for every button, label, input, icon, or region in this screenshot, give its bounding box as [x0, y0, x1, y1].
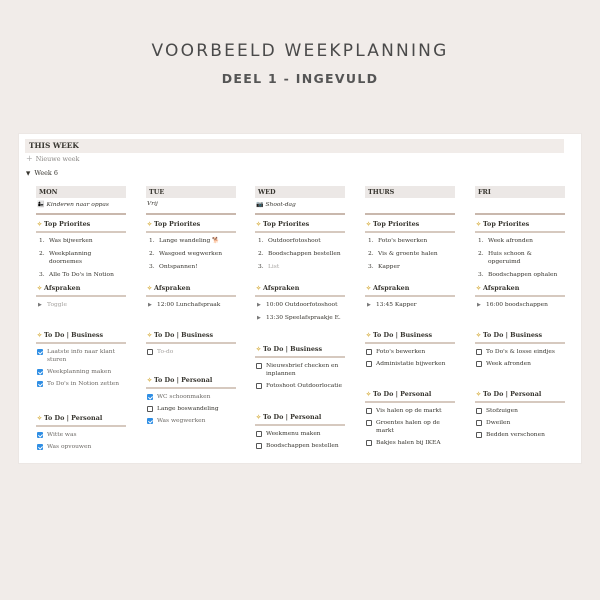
section-title-label: Top Priorites [154, 220, 201, 228]
priority-item[interactable] [146, 250, 236, 258]
sparkle-icon: ✧ [366, 221, 372, 228]
checkbox-icon[interactable] [476, 361, 482, 367]
day-column-thurs [365, 186, 455, 463]
section-title-label: To Do | Personal [44, 414, 103, 422]
appointment-text: 13:30 Speelafspraakje E. [266, 315, 341, 321]
day-column-fri [475, 186, 565, 463]
checked-checkbox-icon[interactable] [147, 418, 153, 424]
section-title-label: To Do | Business [44, 331, 104, 339]
todo-text: Bakjes halen bij IKEA [376, 440, 441, 446]
new-week-label: Nieuwe week [35, 155, 80, 163]
section-business [146, 331, 236, 360]
day-note-text: Kinderen naar oppas [46, 202, 109, 208]
section-title [475, 220, 565, 229]
checked-checkbox-icon[interactable] [37, 349, 43, 355]
note-emoji-icon: 📷 [256, 201, 264, 208]
section-divider [255, 424, 345, 426]
priority-text: List [268, 264, 280, 270]
day-column-wed [255, 186, 345, 463]
priority-item[interactable] [365, 237, 455, 245]
list-number: 3. [478, 272, 484, 278]
priority-item[interactable] [36, 250, 126, 266]
todo-item [475, 419, 565, 427]
day-note [36, 198, 126, 210]
priority-item[interactable] [475, 271, 565, 279]
list-number: 3. [258, 264, 264, 270]
toggle-arrow-icon[interactable]: ▶ [477, 302, 481, 308]
appointment-item[interactable] [255, 301, 345, 309]
page-title: VOORBEELD WEEKPLANNING [151, 41, 449, 61]
day-divider [146, 213, 236, 215]
todo-text: Weekplanning maken [47, 369, 112, 375]
checked-checkbox-icon[interactable] [37, 381, 43, 387]
todo-item [255, 442, 345, 450]
day-header[interactable]: TUE [146, 186, 236, 198]
notion-board [19, 134, 581, 463]
section-divider [255, 295, 345, 297]
sparkle-icon: ✧ [147, 285, 153, 292]
priority-text: Huis schoon & opgeruimd [488, 251, 532, 265]
priority-item[interactable] [475, 237, 565, 245]
week-group-toggle[interactable] [26, 168, 58, 179]
appointment-item[interactable] [365, 301, 455, 309]
section-title [475, 390, 565, 399]
todo-text: Fotoshoot Outdoorlocatie [266, 383, 343, 389]
section-divider [36, 295, 126, 297]
section-priorities [146, 220, 236, 276]
todo-text: Boodschappen bestellen [266, 443, 339, 449]
priority-text: Ontspannen! [159, 264, 198, 270]
day-note [475, 198, 565, 210]
section-title [255, 284, 345, 293]
new-week-button[interactable] [26, 154, 79, 164]
todo-item [255, 382, 345, 390]
priority-item[interactable] [36, 271, 126, 279]
note-emoji-icon: 👩‍👧 [37, 201, 45, 208]
section-title [475, 284, 565, 293]
list-number: 2. [149, 251, 155, 257]
todo-item [146, 405, 236, 413]
priority-text: Foto's bewerken [378, 238, 428, 244]
checkbox-icon[interactable] [476, 408, 482, 414]
section-title [365, 331, 455, 340]
priority-text: Was bijwerken [49, 238, 93, 244]
todo-item [365, 439, 455, 447]
todo-item [255, 430, 345, 438]
todo-text: Was wegwerken [157, 418, 206, 424]
sparkle-icon: ✧ [37, 415, 43, 422]
checkbox-icon[interactable] [476, 349, 482, 355]
todo-item [146, 393, 236, 401]
section-personal [365, 390, 455, 451]
checkbox-icon[interactable] [256, 383, 262, 389]
day-divider [255, 213, 345, 215]
priority-text: Boodschappen bestellen [268, 251, 341, 257]
section-divider [146, 231, 236, 233]
sparkle-icon: ✧ [366, 391, 372, 398]
list-number: 3. [368, 264, 374, 270]
checkbox-icon[interactable] [366, 440, 372, 446]
day-header[interactable]: THURS [365, 186, 455, 198]
priority-item[interactable] [365, 263, 455, 271]
section-personal [475, 390, 565, 443]
section-divider [365, 231, 455, 233]
list-number: 2. [368, 251, 374, 257]
todo-item [36, 348, 126, 364]
priority-text: Weekplanning doornemes [49, 251, 92, 265]
todo-text: Week afronden [486, 361, 531, 367]
sparkle-icon: ✧ [37, 332, 43, 339]
toggle-arrow-icon[interactable]: ▶ [257, 302, 261, 308]
section-title-label: To Do | Business [154, 331, 214, 339]
section-title-label: To Do | Personal [154, 376, 213, 384]
section-title [255, 413, 345, 422]
priority-item[interactable] [255, 237, 345, 245]
todo-text: Groentes halen op de markt [376, 420, 440, 434]
section-title-label: Top Priorites [483, 220, 530, 228]
todo-text: Bedden verschonen [486, 432, 545, 438]
todo-text: Stofzuigen [486, 408, 518, 414]
todo-item [255, 362, 345, 378]
checked-checkbox-icon[interactable] [147, 394, 153, 400]
list-number: 1. [258, 238, 264, 244]
toggle-arrow-icon[interactable]: ▶ [38, 302, 42, 308]
section-title [365, 390, 455, 399]
section-divider [36, 425, 126, 427]
section-title [36, 284, 126, 293]
checked-checkbox-icon[interactable] [37, 432, 43, 438]
list-number: 3. [39, 272, 45, 278]
list-number: 2. [478, 251, 484, 257]
checkbox-icon[interactable] [366, 349, 372, 355]
section-priorities [475, 220, 565, 284]
priority-item[interactable] [475, 250, 565, 266]
section-title [36, 220, 126, 229]
list-number: 1. [39, 238, 45, 244]
sparkle-icon: ✧ [476, 332, 482, 339]
day-column-mon [36, 186, 126, 463]
priority-item[interactable] [255, 263, 345, 271]
section-divider [475, 295, 565, 297]
section-business [36, 331, 126, 392]
section-title-label: Afspraken [263, 284, 300, 292]
todo-text: Witte was [47, 432, 77, 438]
priority-text: Alle To Do's in Notion [49, 272, 114, 278]
section-divider [36, 342, 126, 344]
section-divider [255, 231, 345, 233]
section-title-label: Top Priorites [44, 220, 91, 228]
todo-item [475, 407, 565, 415]
toggle-arrow-icon[interactable]: ▶ [367, 302, 371, 308]
todo-item [365, 407, 455, 415]
sparkle-icon: ✧ [476, 391, 482, 398]
day-divider [475, 213, 565, 215]
section-divider [475, 231, 565, 233]
section-appointments [475, 284, 565, 314]
list-number: 3. [149, 264, 155, 270]
day-note-text: Shoot-dag [265, 202, 296, 208]
sparkle-icon: ✧ [366, 285, 372, 292]
view-title[interactable]: THIS WEEK [25, 139, 564, 153]
section-personal [36, 414, 126, 455]
list-number: 1. [478, 238, 484, 244]
checkbox-icon[interactable] [147, 349, 153, 355]
section-priorities [255, 220, 345, 276]
sparkle-icon: ✧ [147, 377, 153, 384]
section-title-label: To Do | Personal [263, 413, 322, 421]
week-group-label: Week 6 [34, 169, 58, 177]
todo-text: Nieuwsbrief checken en inplannen [266, 363, 339, 377]
section-title [146, 220, 236, 229]
appointment-text: 13:45 Kapper [376, 302, 417, 308]
checked-checkbox-icon[interactable] [37, 444, 43, 450]
priority-item[interactable] [365, 250, 455, 258]
section-title-label: Afspraken [154, 284, 191, 292]
appointment-text: 12:00 Lunchafspraak [157, 302, 221, 308]
priority-text: Outdoorfotoshoot [268, 238, 321, 244]
todo-text: To-do [157, 349, 174, 355]
appointment-text: 10:00 Outdoorfotoshoot [266, 302, 338, 308]
section-title-label: To Do | Personal [373, 390, 432, 398]
todo-item [36, 443, 126, 451]
priority-item[interactable] [146, 263, 236, 271]
checkbox-icon[interactable] [256, 363, 262, 369]
appointment-text: 16:00 boodschappen [486, 302, 548, 308]
todo-text: Weekmenu maken [266, 431, 321, 437]
section-divider [146, 295, 236, 297]
sparkle-icon: ✧ [37, 221, 43, 228]
checkbox-icon[interactable] [366, 408, 372, 414]
todo-item [365, 348, 455, 356]
section-business [365, 331, 455, 372]
section-title-label: To Do | Personal [483, 390, 542, 398]
todo-item [475, 360, 565, 368]
todo-item [146, 417, 236, 425]
toggle-arrow-icon[interactable]: ▶ [257, 315, 261, 321]
checkbox-icon[interactable] [366, 361, 372, 367]
section-divider [365, 401, 455, 403]
list-number: 1. [149, 238, 155, 244]
plus-icon: + [26, 154, 33, 163]
section-divider [365, 342, 455, 344]
todo-text: Dweilen [486, 420, 511, 426]
day-note [255, 198, 345, 210]
todo-item [475, 348, 565, 356]
checkbox-icon[interactable] [256, 431, 262, 437]
todo-text: Foto's bewerken [376, 349, 426, 355]
sparkle-icon: ✧ [256, 221, 262, 228]
section-divider [36, 231, 126, 233]
sparkle-icon: ✧ [256, 285, 262, 292]
section-divider [255, 356, 345, 358]
todo-text: Vis halen op de markt [376, 408, 442, 414]
list-number: 2. [39, 251, 45, 257]
day-note [365, 198, 455, 210]
priority-text: Boodschappen ophalen [488, 272, 558, 278]
section-appointments [36, 284, 126, 314]
todo-item [475, 431, 565, 439]
section-divider [475, 401, 565, 403]
sparkle-icon: ✧ [37, 285, 43, 292]
section-title-label: Top Priorites [263, 220, 310, 228]
section-appointments [255, 284, 345, 327]
triangle-down-icon: ▼ [26, 171, 31, 177]
day-header[interactable]: WED [255, 186, 345, 198]
section-business [475, 331, 565, 372]
list-number: 1. [368, 238, 374, 244]
section-title [365, 284, 455, 293]
checkbox-icon[interactable] [366, 420, 372, 426]
day-note-text: Vrij [147, 201, 158, 207]
section-appointments [365, 284, 455, 314]
day-header[interactable]: MON [36, 186, 126, 198]
sparkle-icon: ✧ [476, 221, 482, 228]
priority-text: Week afronden [488, 238, 533, 244]
section-priorities [365, 220, 455, 276]
checked-checkbox-icon[interactable] [37, 369, 43, 375]
todo-text: To Do's & losse eindjes [486, 349, 555, 355]
appointment-item[interactable] [36, 301, 126, 309]
day-header[interactable]: FRI [475, 186, 565, 198]
day-column-tue [146, 186, 236, 463]
todo-item [36, 380, 126, 388]
day-divider [365, 213, 455, 215]
sparkle-icon: ✧ [147, 221, 153, 228]
priority-text: Kapper [378, 264, 400, 270]
section-divider [146, 342, 236, 344]
section-title-label: To Do | Business [263, 345, 323, 353]
section-title [475, 331, 565, 340]
checkbox-icon[interactable] [476, 432, 482, 438]
section-title-label: Afspraken [44, 284, 81, 292]
priority-item[interactable] [36, 237, 126, 245]
section-title [255, 345, 345, 354]
section-business [255, 345, 345, 394]
section-title-label: To Do | Business [483, 331, 543, 339]
todo-item [36, 368, 126, 376]
todo-text: Lange boswandeling [157, 406, 219, 412]
list-number: 2. [258, 251, 264, 257]
appointment-text: Toggle [47, 302, 67, 308]
section-title [146, 331, 236, 340]
todo-item [365, 360, 455, 368]
priority-item[interactable] [146, 237, 236, 245]
checkbox-icon[interactable] [476, 420, 482, 426]
todo-text: Was opvouwen [47, 444, 92, 450]
section-title [255, 220, 345, 229]
sparkle-icon: ✧ [256, 346, 262, 353]
day-divider [36, 213, 126, 215]
section-personal [255, 413, 345, 454]
section-title [146, 284, 236, 293]
todo-item [365, 419, 455, 435]
toggle-arrow-icon[interactable]: ▶ [148, 302, 152, 308]
todo-text: Laatste info naar klant sturen [47, 349, 115, 363]
section-title [365, 220, 455, 229]
section-appointments [146, 284, 236, 314]
priority-text: Lange wandeling 🐕 [159, 238, 220, 244]
priority-text: Vis & groente halen [378, 251, 438, 257]
section-divider [475, 342, 565, 344]
todo-text: To Do's in Notion zetten [47, 381, 119, 387]
section-priorities [36, 220, 126, 284]
page-subtitle: DEEL 1 - INGEVULD [221, 71, 379, 86]
priority-item[interactable] [255, 250, 345, 258]
section-title-label: Top Priorites [373, 220, 420, 228]
checkbox-icon[interactable] [147, 406, 153, 412]
todo-item [36, 431, 126, 439]
section-title [36, 414, 126, 423]
sparkle-icon: ✧ [256, 414, 262, 421]
checkbox-icon[interactable] [256, 443, 262, 449]
sparkle-icon: ✧ [366, 332, 372, 339]
sparkle-icon: ✧ [476, 285, 482, 292]
todo-item [146, 348, 236, 356]
section-title [36, 331, 126, 340]
todo-text: Administatie bijwerken [376, 361, 446, 367]
appointment-item[interactable] [475, 301, 565, 309]
section-divider [365, 295, 455, 297]
appointment-item[interactable] [255, 314, 345, 322]
priority-text: Wasgoed wegwerken [159, 251, 223, 257]
day-note [146, 198, 236, 210]
appointment-item[interactable] [146, 301, 236, 309]
section-personal [146, 376, 236, 429]
sparkle-icon: ✧ [147, 332, 153, 339]
section-title [146, 376, 236, 385]
section-title-label: Afspraken [483, 284, 520, 292]
section-title-label: Afspraken [373, 284, 410, 292]
section-title-label: To Do | Business [373, 331, 433, 339]
section-divider [146, 387, 236, 389]
todo-text: WC schoonmaken [157, 394, 211, 400]
